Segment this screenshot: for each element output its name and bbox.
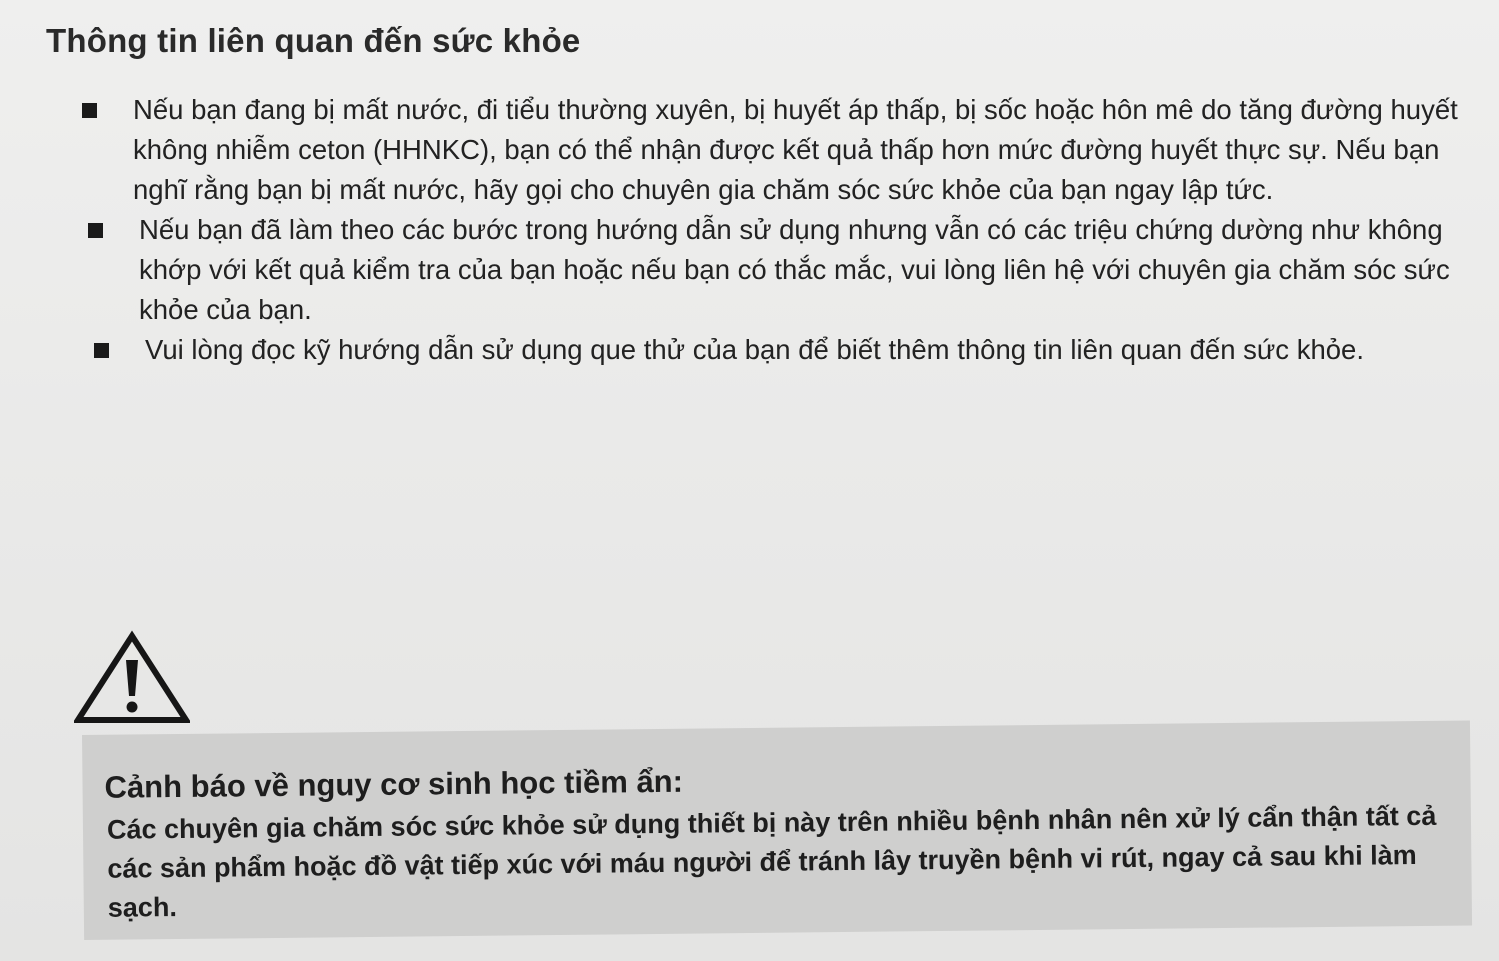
square-bullet-icon — [94, 343, 109, 358]
list-item-text: Vui lòng đọc kỹ hướng dẫn sử dụng que thử của bạn để biết thêm thông tin liên quan đến sức khỏe. — [145, 334, 1364, 365]
square-bullet-icon — [88, 223, 103, 238]
square-bullet-icon — [82, 103, 97, 118]
list-item-text: Nếu bạn đang bị mất nước, đi tiểu thường xuyên, bị huyết áp thấp, bị sốc hoặc hôn mê do tăng đường huyết không nhiễm ceton (HHNKC), bạn có thể nhận được kết quả thấp hơn mức đường huyết thực sự. Nếu bạn nghĩ rằng bạn bị mất nước, hãy gọi cho chuyên gia chăm sóc sức khỏe của bạn ngay lập tức. — [133, 94, 1458, 205]
biohazard-warning-box — [82, 720, 1472, 940]
list-item — [90, 330, 1473, 370]
list-item-text: Nếu bạn đã làm theo các bước trong hướng dẫn sử dụng nhưng vẫn có các triệu chứng dường như không khớp với kết quả kiểm tra của bạn hoặc nếu bạn có thắc mắc, vui lòng liên hệ với chuyên gia chăm sóc sức khỏe của bạn. — [139, 214, 1450, 325]
warning-title: Cảnh báo về nguy cơ sinh học tiềm ẩn: — [104, 763, 684, 805]
health-info-list — [78, 90, 1473, 370]
list-item — [78, 90, 1473, 210]
warning-text: Các chuyên gia chăm sóc sức khỏe sử dụng thiết bị này trên nhiều bệnh nhân nên xử lý cẩn thận tất cả các sản phẩm hoặc đồ vật tiếp xúc với máu người để tránh lây truyền bệnh vi rút, ngay cả sau khi làm sạch. — [106, 800, 1437, 923]
list-item — [84, 210, 1473, 330]
warning-triangle-icon — [74, 630, 190, 726]
section-heading: Thông tin liên quan đến sức khỏe — [46, 22, 581, 59]
